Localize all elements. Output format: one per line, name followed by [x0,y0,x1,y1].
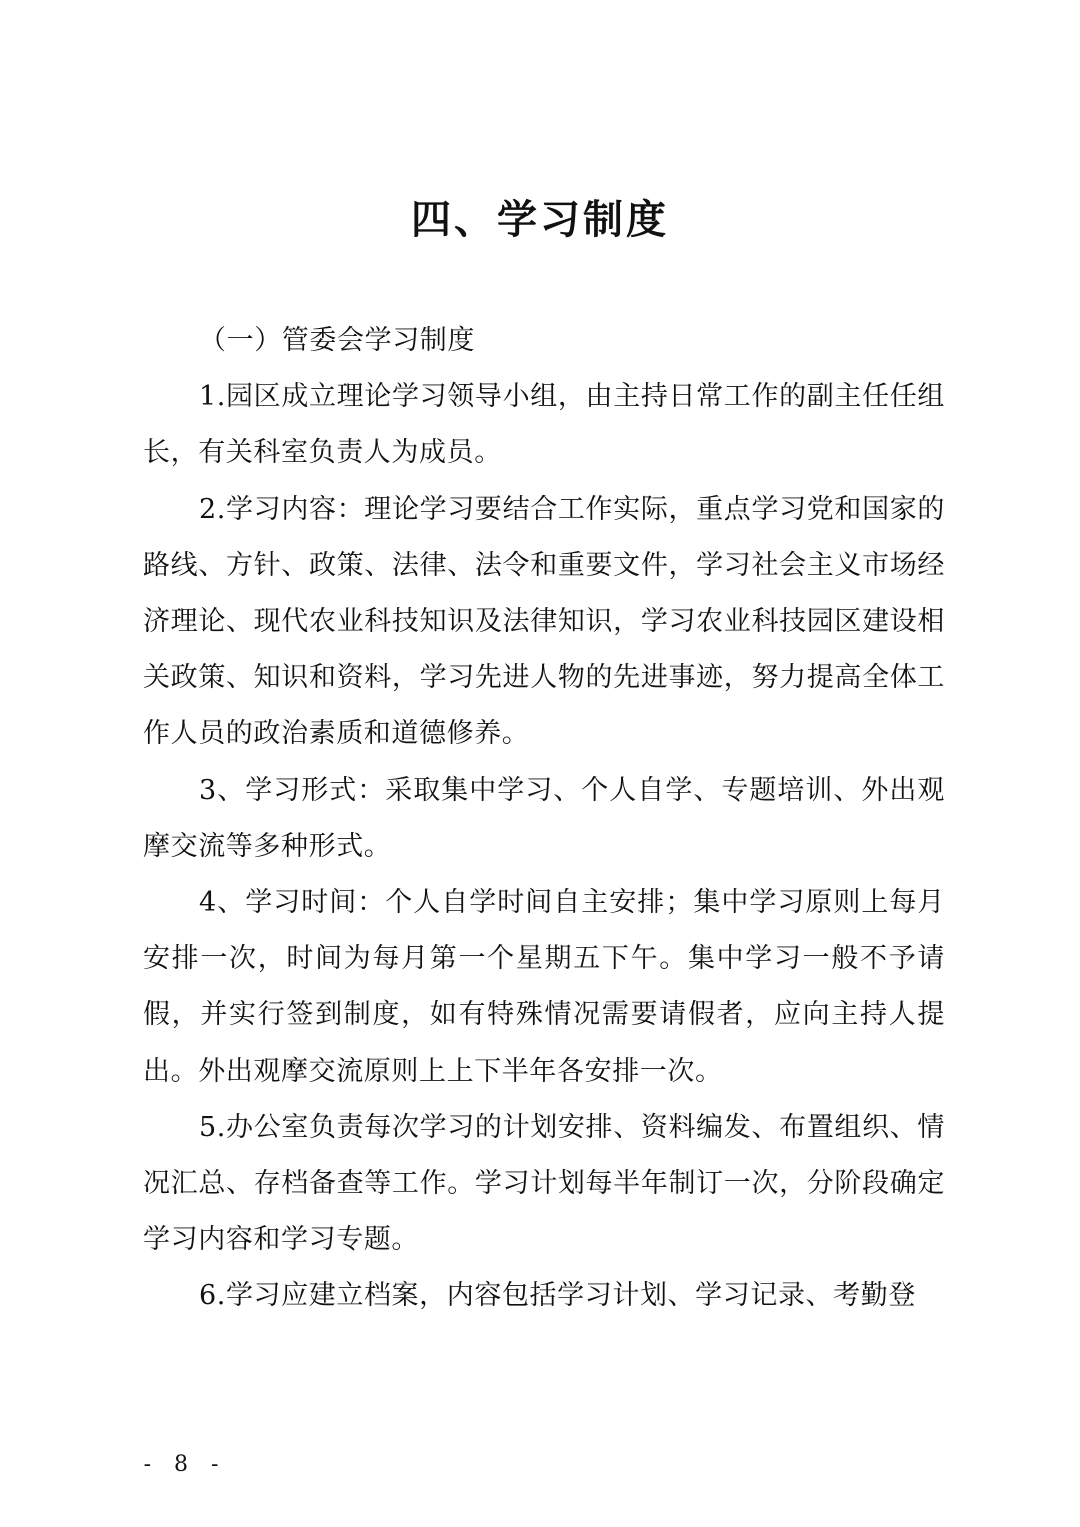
paragraph-6: 6.学习应建立档案，内容包括学习计划、学习记录、考勤登 [199,1280,916,1312]
section-heading: （一）管委会学习制度 [199,325,475,356]
paragraph-1: 1.园区成立理论学习领导小组，由主持日常工作的副主任任组长，有关科室负责人为成员。 [143,381,945,469]
paragraph-5: 5.办公室负责每次学习的计划安排、资料编发、布置组织、情况汇总、存档备查等工作。学习计划每半年制订一次，分阶段确定学习内容和学习专题。 [143,1111,945,1256]
paragraph-2: 2.学习内容：理论学习要结合工作实际，重点学习党和国家的路线、方针、政策、法律、法令和重要文件，学习社会主义市场经济理论、现代农业科技知识及法律知识，学习农业科技园区建设相关政策、知识和资料，学习先进人物的先进事迹，努力提高全体工作人员的政治素质和道德修养。 [143,493,945,750]
paragraph-4: 4、学习时间：个人自学时间自主安排；集中学习原则上每月安排一次，时间为每月第一个星期五下午。集中学习一般不予请假，并实行签到制度，如有特殊情况需要请假者，应向主持人提出。外出观摩交流原则上上下半年各安排一次。 [143,887,945,1087]
document-body [143,313,945,1325]
page-title: 四、学习制度 [411,197,669,243]
paragraph-3: 3、学习形式：采取集中学习、个人自学、专题培训、外出观摩交流等多种形式。 [143,774,945,862]
page-number: - 8 - [143,1452,227,1477]
